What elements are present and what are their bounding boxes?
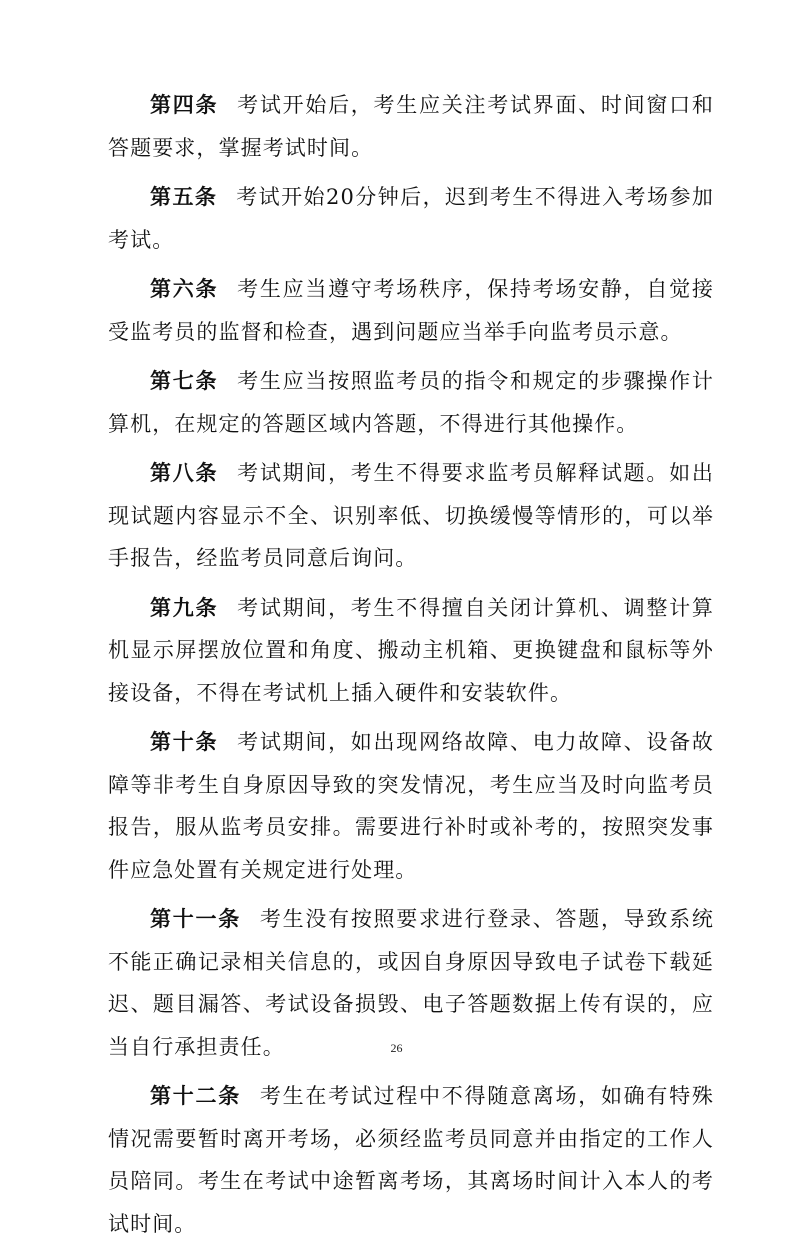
article-8 <box>108 452 714 580</box>
article-text: 考生应当遵守考场秩序，保持考场安静，自觉接受监考员的监督和检查，遇到问题应当举手向监考员示意。 <box>108 277 714 344</box>
article-text: 考试期间，考生不得擅自关闭计算机、调整计算机显示屏摆放位置和角度、搬动主机箱、更换键盘和鼠标等外接设备，不得在考试机上插入硬件和安装软件。 <box>108 595 714 705</box>
article-text: 考试期间，如出现网络故障、电力故障、设备故障等非考生自身原因导致的突发情况，考生应当及时向监考员报告，服从监考员安排。需要进行补时或补考的，按照突发事件应急处置有关规定进行处理。 <box>108 730 714 882</box>
article-text: 考生没有按照要求进行登录、答题，导致系统不能正确记录相关信息的，或因自身原因导致电子试卷下载延迟、题目漏答、考试设备损毁、电子答题数据上传有误的，应当自行承担责任。 <box>108 907 715 1059</box>
article-number: 第十条 <box>150 729 219 754</box>
article-text: 考试开始20分钟后，迟到考生不得进入考场参加考试。 <box>108 185 714 252</box>
article-12 <box>108 1075 714 1245</box>
article-number: 第八条 <box>150 460 219 485</box>
article-number: 第十二条 <box>150 1083 241 1108</box>
article-9 <box>108 587 714 715</box>
article-6 <box>108 268 714 353</box>
article-number: 第七条 <box>150 368 219 393</box>
article-5 <box>108 176 714 261</box>
page-number: 26 <box>390 1041 403 1055</box>
article-text: 考生在考试过程中不得随意离场，如确有特殊情况需要暂时离开考场，必须经监考员同意并由指定的工作人员陪同。考生在考试中途暂离考场，其离场时间计入本人的考试时间。 <box>108 1084 715 1236</box>
article-text: 考试期间，考生不得要求监考员解释试题。如出现试题内容显示不全、识别率低、切换缓慢等情形的，可以举手报告，经监考员同意后询问。 <box>108 461 714 570</box>
article-text: 考生应当按照监考员的指令和规定的步骤操作计算机，在规定的答题区域内答题，不得进行其他操作。 <box>108 369 714 436</box>
article-number: 第十一条 <box>150 906 241 931</box>
article-text: 考试开始后，考生应关注考试界面、时间窗口和答题要求，掌握考试时间。 <box>108 93 714 160</box>
article-number: 第五条 <box>150 184 218 209</box>
article-number: 第九条 <box>150 594 219 620</box>
article-4 <box>108 84 714 169</box>
article-7 <box>108 360 714 445</box>
article-number: 第六条 <box>150 276 219 301</box>
document-body <box>108 84 714 1252</box>
article-number: 第四条 <box>150 92 219 117</box>
article-10 <box>108 721 714 891</box>
